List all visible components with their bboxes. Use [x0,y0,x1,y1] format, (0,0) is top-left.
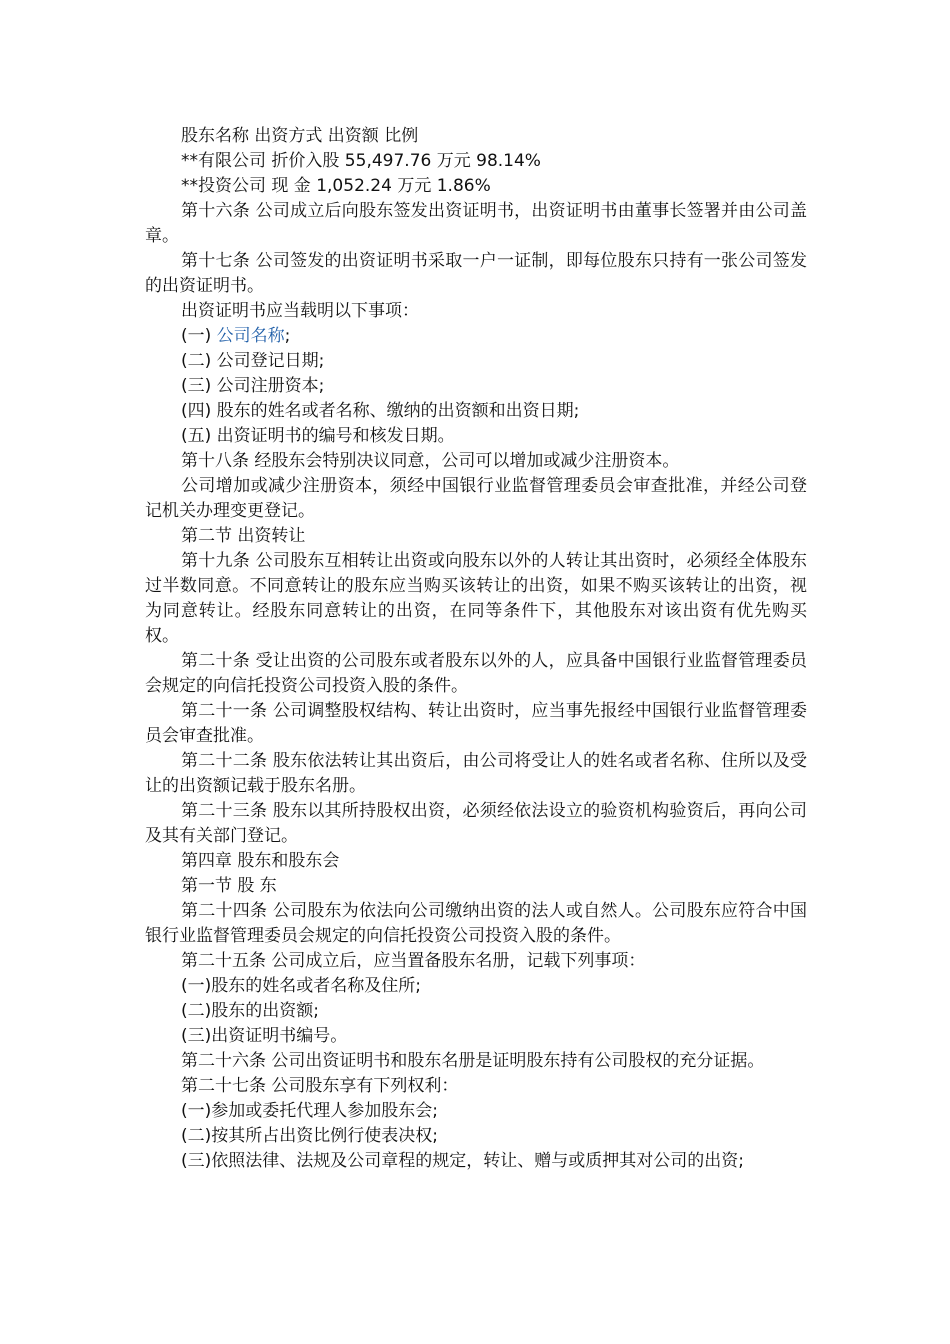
certificate-intro: 出资证明书应当载明以下事项： [181,301,419,321]
article-25-item-1: (一)股东的姓名或者名称及住所; [181,976,421,996]
article-17: 第十七条 公司签发的出资证明书采取一户一证制，即每位股东只持有一张公司签发的出资证明书。 [145,251,807,296]
certificate-item-3: (三) 公司注册资本; [181,376,325,396]
article-21: 第二十一条 公司调整股权结构、转让出资时，应当事先报经中国银行业监督管理委员会审查批准。 [145,701,807,746]
certificate-item-2: (二) 公司登记日期; [181,351,325,371]
article-26: 第二十六条 公司出资证明书和股东名册是证明股东持有公司股权的充分证据。 [181,1051,765,1071]
shareholder-row-1: **有限公司 折价入股 55,497.76 万元 98.14% [181,151,541,171]
document-body [145,124,807,1174]
article-25-item-3: (三)出资证明书编号。 [181,1026,348,1046]
item-1-suffix: ; [284,326,291,346]
article-25-item-2: (二)股东的出资额; [181,1001,319,1021]
section-2-heading: 第二节 出资转让 [181,526,306,546]
article-27-item-1: (一)参加或委托代理人参加股东会; [181,1101,438,1121]
chapter-4-heading: 第四章 股东和股东会 [181,851,340,871]
article-18: 第十八条 经股东会特别决议同意，公司可以增加或减少注册资本。 [181,451,680,471]
certificate-item-4: (四) 股东的姓名或者名称、缴纳的出资额和出资日期; [181,401,580,421]
article-20: 第二十条 受让出资的公司股东或者股东以外的人，应具备中国银行业监督管理委员会规定的向信托投资公司投资入股的条件。 [145,651,807,696]
article-18-paragraph-2: 公司增加或减少注册资本，须经中国银行业监督管理委员会审查批准，并经公司登记机关办理变更登记。 [145,476,807,521]
article-16: 第十六条 公司成立后向股东签发出资证明书，出资证明书由董事长签署并由公司盖章。 [145,201,807,246]
item-1-prefix: (一) [181,326,217,346]
shareholder-row-2: **投资公司 现 金 1,052.24 万元 1.86% [181,176,491,196]
article-22: 第二十二条 股东依法转让其出资后，由公司将受让人的姓名或者名称、住所以及受让的出资额记载于股东名册。 [145,751,807,796]
article-23: 第二十三条 股东以其所持股权出资，必须经依法设立的验资机构验资后，再向公司及其有关部门登记。 [145,801,807,846]
certificate-item-5: (五) 出资证明书的编号和核发日期。 [181,426,455,446]
article-27-item-2: (二)按其所占出资比例行使表决权; [181,1126,438,1146]
article-27-item-3: (三)依照法律、法规及公司章程的规定，转让、赠与或质押其对公司的出资; [181,1151,744,1171]
company-name-link[interactable]: 公司名称 [216,326,285,346]
table-header-line: 股东名称 出资方式 出资额 比例 [181,126,419,146]
article-19: 第十九条 公司股东互相转让出资或向股东以外的人转让其出资时，必须经全体股东过半数同意。不同意转让的股东应当购买该转让的出资，如果不购买该转让的出资，视为同意转让。经股东同意转让的出资，在同等条件下，其他股东对该出资有优先购买权。 [145,551,807,646]
article-24: 第二十四条 公司股东为依法向公司缴纳出资的法人或自然人。公司股东应符合中国银行业监督管理委员会规定的向信托投资公司投资入股的条件。 [145,901,807,946]
certificate-item-1 [145,324,807,349]
article-25: 第二十五条 公司成立后，应当置备股东名册，记载下列事项： [181,951,646,971]
section-1-heading: 第一节 股 东 [181,876,277,896]
article-27: 第二十七条 公司股东享有下列权利： [181,1076,459,1096]
